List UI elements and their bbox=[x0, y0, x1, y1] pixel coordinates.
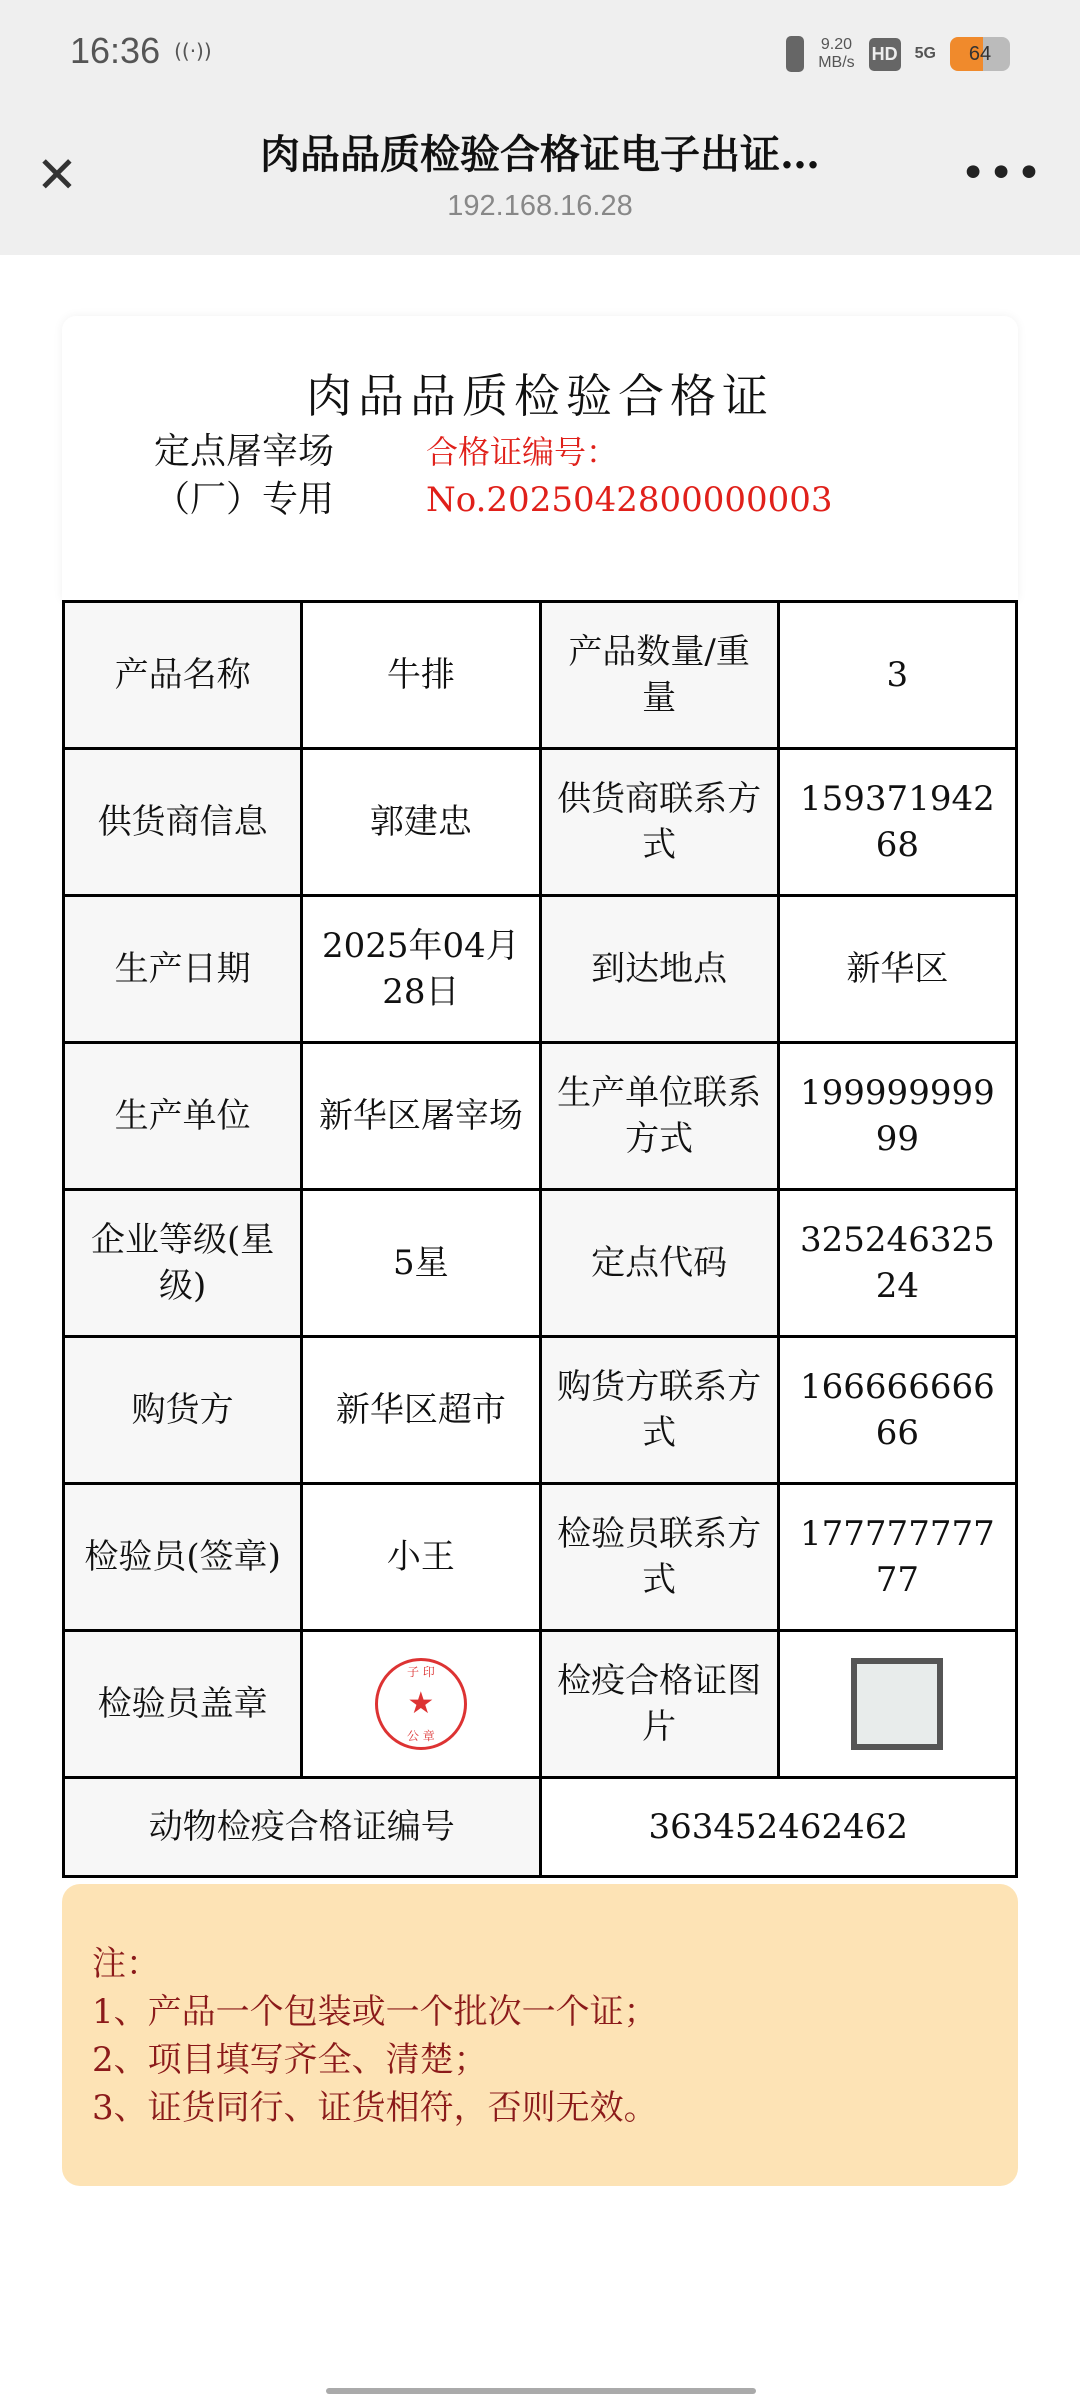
field-label: 检验员(签章) bbox=[64, 1484, 302, 1631]
field-label: 供货商信息 bbox=[64, 749, 302, 896]
field-label: 定点代码 bbox=[540, 1190, 778, 1337]
table-row bbox=[64, 1043, 1017, 1190]
battery-level: 64 bbox=[968, 42, 992, 65]
table-row bbox=[64, 1631, 1017, 1778]
certificate-number-block bbox=[366, 428, 833, 524]
field-label: 购货方 bbox=[64, 1337, 302, 1484]
field-value: 新华区 bbox=[778, 896, 1016, 1043]
certificate-table bbox=[62, 600, 1018, 1878]
field-label: 生产日期 bbox=[64, 896, 302, 1043]
net-speed bbox=[818, 36, 854, 72]
seal-text: 子 印 bbox=[406, 1665, 435, 1679]
table-row bbox=[64, 1484, 1017, 1631]
certificate-header bbox=[62, 316, 1018, 600]
field-value: 2025年04月28日 bbox=[302, 896, 540, 1043]
field-value: 小王 bbox=[302, 1484, 540, 1631]
field-value: 363452462462 bbox=[540, 1778, 1017, 1877]
field-label: 企业等级(星级) bbox=[64, 1190, 302, 1337]
quarantine-certificate-thumbnail[interactable] bbox=[851, 1658, 943, 1750]
field-label: 检验员联系方式 bbox=[540, 1484, 778, 1631]
field-label: 检验员盖章 bbox=[64, 1631, 302, 1778]
certificate-title: 肉品品质检验合格证 bbox=[306, 369, 774, 423]
more-icon[interactable]: ••• bbox=[960, 148, 1044, 199]
table-row bbox=[64, 602, 1017, 749]
certificate-subheader bbox=[62, 428, 1018, 524]
note-title: 注： bbox=[92, 1944, 160, 1984]
note-item: 2、项目填写齐全、清楚； bbox=[92, 2040, 488, 2080]
note-item: 1、产品一个包装或一个批次一个证； bbox=[92, 1992, 658, 2032]
page-title: 肉品品质检验合格证电子出证… bbox=[260, 131, 820, 178]
close-icon[interactable]: ✕ bbox=[36, 146, 78, 204]
field-label: 产品名称 bbox=[64, 602, 302, 749]
certificate-number: No.2025042800000003 bbox=[426, 480, 833, 520]
battery-icon bbox=[950, 37, 1010, 71]
seal-text: 公 章 bbox=[406, 1729, 435, 1743]
field-label: 检疫合格证图片 bbox=[540, 1631, 778, 1778]
signal-icon: 5G bbox=[914, 45, 936, 62]
vibrate-icon bbox=[786, 36, 804, 72]
field-value: 新华区超市 bbox=[302, 1337, 540, 1484]
status-time: 16:36 bbox=[70, 30, 161, 71]
hotspot-icon: ((·)) bbox=[174, 39, 212, 63]
stamp-cell bbox=[302, 1631, 540, 1778]
table-row bbox=[64, 749, 1017, 896]
browser-header bbox=[0, 0, 1080, 255]
field-label: 供货商联系方式 bbox=[540, 749, 778, 896]
field-value: 15937194268 bbox=[778, 749, 1016, 896]
field-value: 郭建忠 bbox=[302, 749, 540, 896]
hd-icon: HD bbox=[869, 38, 901, 71]
field-label: 产品数量/重量 bbox=[540, 602, 778, 749]
table-row bbox=[64, 896, 1017, 1043]
field-value: 19999999999 bbox=[778, 1043, 1016, 1190]
note-box bbox=[62, 1884, 1018, 2186]
field-value: 17777777777 bbox=[778, 1484, 1016, 1631]
subtitle-1: 定点屠宰场 bbox=[153, 431, 334, 472]
field-value: 3 bbox=[778, 602, 1016, 749]
field-label: 生产单位联系方式 bbox=[540, 1043, 778, 1190]
speed-unit: MB/s bbox=[818, 54, 855, 71]
speed-value: 9.20 bbox=[820, 36, 852, 53]
table-row bbox=[64, 1337, 1017, 1484]
certificate-number-label: 合格证编号： bbox=[426, 433, 619, 471]
field-label: 到达地点 bbox=[540, 896, 778, 1043]
status-icons bbox=[786, 36, 1010, 72]
official-seal-image bbox=[375, 1658, 467, 1750]
subtitle-block bbox=[62, 428, 366, 524]
note-item: 3、证货同行、证货相符，否则无效。 bbox=[92, 2088, 658, 2128]
table-row bbox=[64, 1778, 1017, 1877]
field-value: 32524632524 bbox=[778, 1190, 1016, 1337]
star-icon: ★ bbox=[407, 1686, 435, 1721]
field-value: 牛排 bbox=[302, 602, 540, 749]
page-url: 192.168.16.28 bbox=[447, 190, 633, 222]
field-label: 购货方联系方式 bbox=[540, 1337, 778, 1484]
field-value: 新华区屠宰场 bbox=[302, 1043, 540, 1190]
status-left bbox=[70, 30, 212, 72]
field-label: 生产单位 bbox=[64, 1043, 302, 1190]
subtitle-2: （厂）专用 bbox=[153, 479, 334, 520]
field-value: 16666666666 bbox=[778, 1337, 1016, 1484]
table-row bbox=[64, 1190, 1017, 1337]
field-value: 5星 bbox=[302, 1190, 540, 1337]
field-label: 动物检疫合格证编号 bbox=[64, 1778, 541, 1877]
home-indicator[interactable] bbox=[326, 2388, 756, 2394]
image-cell bbox=[778, 1631, 1016, 1778]
